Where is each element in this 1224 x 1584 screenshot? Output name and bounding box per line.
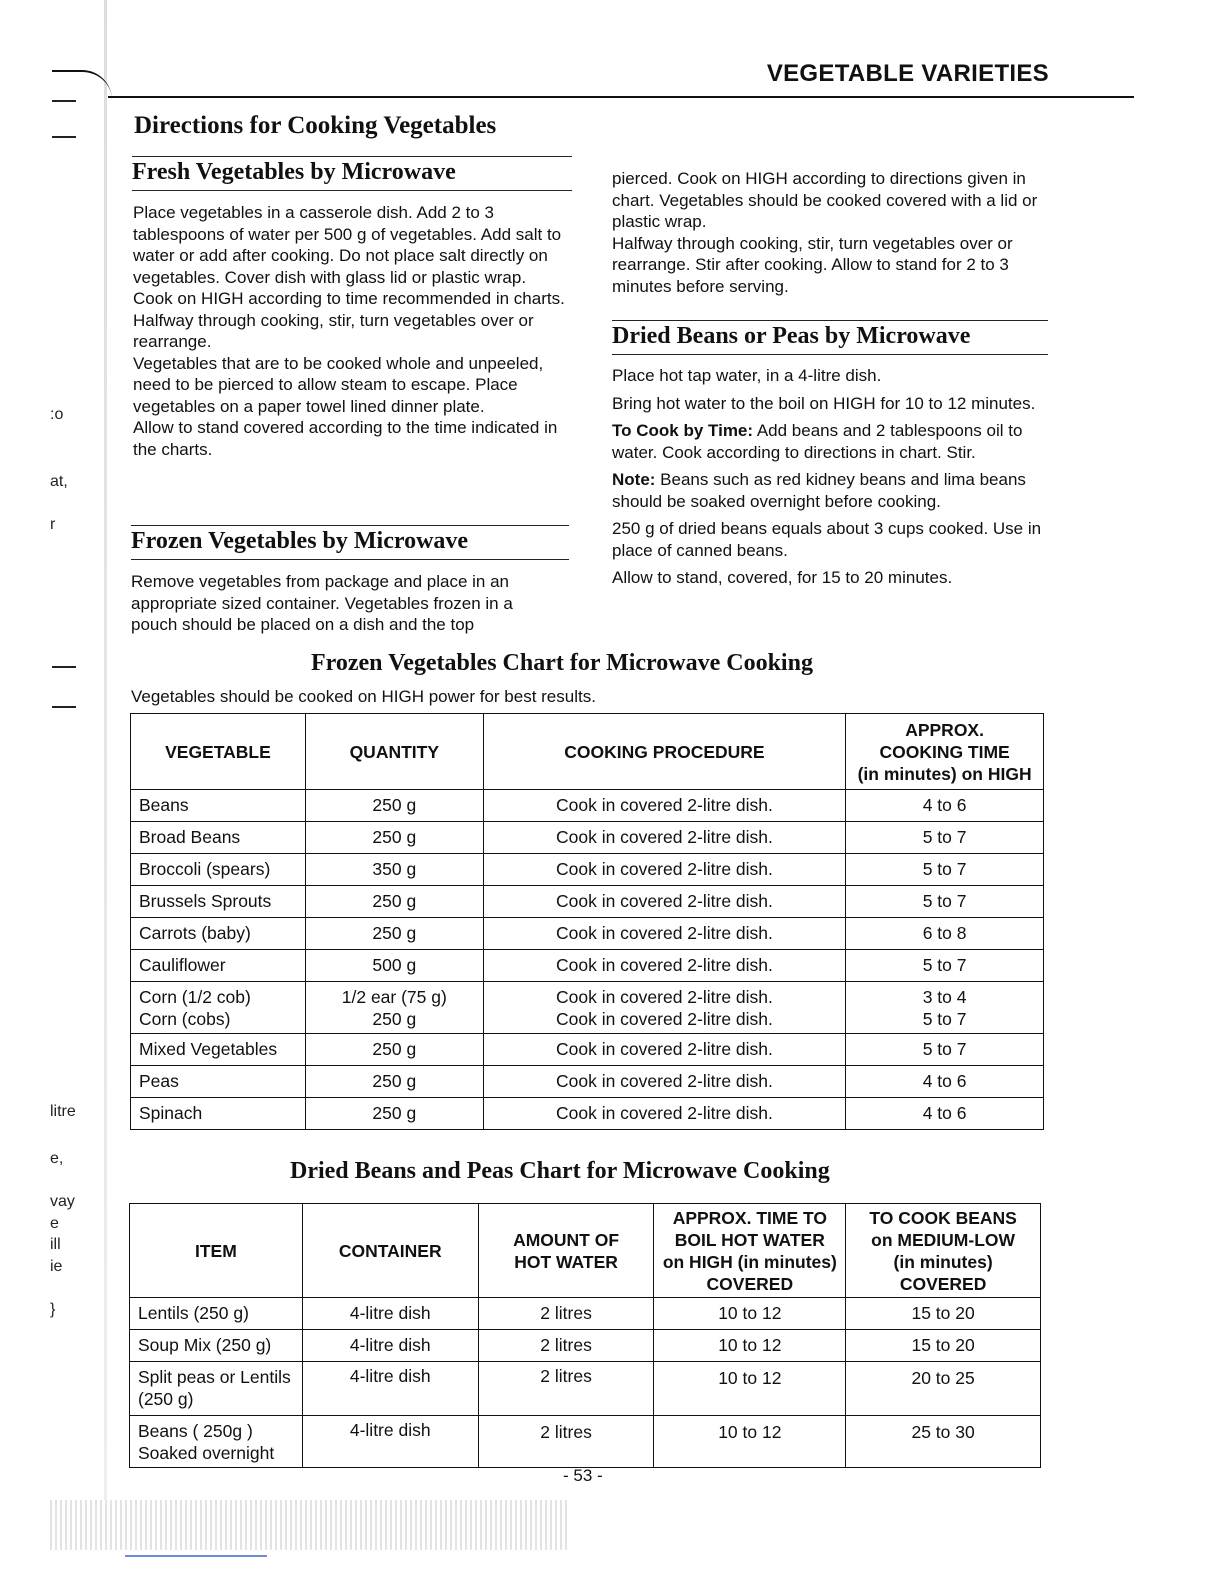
table-row — [131, 950, 1044, 982]
cell-water: 2 litres — [478, 1298, 654, 1330]
dried-heading: Dried Beans or Peas by Microwave — [612, 320, 1048, 355]
dried-paragraph-3 — [612, 420, 1048, 463]
cell-boil: 10 to 12 — [654, 1298, 846, 1330]
cell-procedure: Cook in covered 2-litre dish. — [483, 822, 845, 854]
fresh-text — [133, 202, 565, 460]
cell-item-line1: Beans ( 250g ) — [138, 1421, 253, 1441]
header-curve-decoration — [52, 70, 112, 100]
cell-quantity: 250 g — [305, 886, 483, 918]
cell-item-line2: (250 g) — [138, 1389, 194, 1409]
header-cook-line3: (in minutes) — [893, 1251, 993, 1272]
margin-fragment: ill — [50, 1236, 61, 1253]
margin-fragment: at, — [50, 473, 68, 490]
table-row — [131, 822, 1044, 854]
margin-fragment: ie — [50, 1258, 63, 1275]
header-quantity: QUANTITY — [305, 714, 483, 790]
table-row — [130, 1362, 1041, 1416]
margin-fragment: r — [50, 516, 56, 533]
cell-quantity: 250 g — [305, 822, 483, 854]
fresh-heading: Fresh Vegetables by Microwave — [132, 156, 572, 191]
cell-water: 2 litres — [478, 1362, 654, 1416]
dried-label-note: Note: — [612, 470, 656, 489]
header-procedure: COOKING PROCEDURE — [483, 714, 845, 790]
cell-vegetable: Mixed Vegetables — [131, 1034, 306, 1066]
cell-vegetable: Peas — [131, 1066, 306, 1098]
table-row — [131, 1098, 1044, 1130]
cell-procedure: Cook in covered 2-litre dish. — [483, 950, 845, 982]
margin-fragment: } — [50, 1301, 56, 1318]
dried-paragraph-6: Allow to stand, covered, for 15 to 20 minutes. — [612, 568, 953, 587]
dried-label-cook-by-time: To Cook by Time: — [612, 421, 754, 440]
cell-quantity: 350 g — [305, 854, 483, 886]
dried-paragraph-2: Bring hot water to the boil on HIGH for 10 to 12 minutes. — [612, 393, 1036, 413]
header-time-line1: APPROX. — [905, 719, 984, 740]
header-cook-line1: TO COOK BEANS — [869, 1207, 1017, 1228]
fresh-paragraph-2: Cook on HIGH according to time recommended in charts. Halfway through cooking, stir, turn vegetables over or rearrange. — [133, 289, 565, 351]
cell-procedure: Cook in covered 2-litre dish. — [483, 918, 845, 950]
cell-quantity — [305, 982, 483, 1034]
header-boil-line2: BOIL HOT WATER — [674, 1229, 825, 1250]
frozen-heading: Frozen Vegetables by Microwave — [131, 525, 569, 560]
cell-quantity: 250 g — [305, 790, 483, 822]
cell-time: 4 to 6 — [846, 1098, 1044, 1130]
header-time-line3: (in minutes) on HIGH — [857, 763, 1032, 784]
page-number: - 53 - — [563, 1466, 603, 1485]
cell-quantity: 250 g — [305, 1034, 483, 1066]
table-row — [131, 790, 1044, 822]
fresh-paragraph-1: Place vegetables in a casserole dish. Add 2 to 3 tablespoons of water per 500 g of vegetables. Add salt to water or add after cooking. Do not place salt directly on vegetables. Cover dish with glass lid or plastic wrap. — [133, 203, 562, 287]
header-time — [846, 714, 1044, 790]
cell-quantity: 500 g — [305, 950, 483, 982]
cell-item — [130, 1416, 303, 1468]
cell-quantity-line2: 250 g — [372, 1008, 417, 1029]
cell-procedure — [483, 982, 845, 1034]
table-row — [130, 1298, 1041, 1330]
cell-water: 2 litres — [478, 1330, 654, 1362]
frozen-paragraph-1: Remove vegetables from package and place in an appropriate sized container. Vegetables frozen in a pouch should be placed on a dish and the top — [131, 572, 513, 634]
frozen-header-row — [131, 714, 1044, 790]
frozen-chart-note: Vegetables should be cooked on HIGH power for best results. — [131, 687, 596, 706]
margin-dash — [52, 136, 76, 138]
header-boil — [654, 1204, 846, 1298]
margin-fragment: :o — [50, 406, 64, 423]
cell-quantity: 250 g — [305, 1098, 483, 1130]
header-boil-line3: on HIGH (in minutes) — [662, 1251, 837, 1272]
cell-vegetable: Broad Beans — [131, 822, 306, 854]
cell-time: 5 to 7 — [846, 854, 1044, 886]
margin-fragment: vay — [50, 1193, 75, 1210]
table-row — [131, 918, 1044, 950]
cell-boil: 10 to 12 — [654, 1362, 846, 1416]
cell-time: 5 to 7 — [846, 886, 1044, 918]
dried-chart-table — [129, 1203, 1041, 1468]
cell-procedure: Cook in covered 2-litre dish. — [483, 854, 845, 886]
cell-time-line1: 3 to 4 — [922, 986, 967, 1007]
binding-shadow — [104, 0, 107, 1500]
cell-procedure: Cook in covered 2-litre dish. — [483, 1098, 845, 1130]
cell-quantity-line1: 1/2 ear (75 g) — [341, 986, 447, 1007]
dried-paragraph-1: Place hot tap water, in a 4-litre dish. — [612, 366, 882, 385]
margin-fragment: e, — [50, 1150, 64, 1167]
cell-quantity: 250 g — [305, 1066, 483, 1098]
dried-header-row — [130, 1204, 1041, 1298]
cell-container: 4-litre dish — [302, 1298, 478, 1330]
header-rule — [108, 96, 1134, 98]
dried-text — [612, 365, 1048, 589]
frozen-chart-title: Frozen Vegetables Chart for Microwave Cooking — [311, 650, 813, 676]
header-cook — [846, 1204, 1041, 1298]
frozen-continued — [612, 168, 1048, 297]
cell-time: 6 to 8 — [846, 918, 1044, 950]
cell-boil: 10 to 12 — [654, 1330, 846, 1362]
cell-procedure: Cook in covered 2-litre dish. — [483, 790, 845, 822]
cell-procedure: Cook in covered 2-litre dish. — [483, 1066, 845, 1098]
cell-item — [130, 1362, 303, 1416]
cell-time-line2: 5 to 7 — [922, 1008, 967, 1029]
header-vegetable: VEGETABLE — [131, 714, 306, 790]
header-time-line2: COOKING TIME — [879, 741, 1010, 762]
dried-text-note: Beans such as red kidney beans and lima beans should be soaked overnight before cooking. — [612, 470, 1026, 511]
cell-time: 5 to 7 — [846, 822, 1044, 854]
cell-vegetable: Spinach — [131, 1098, 306, 1130]
cell-cook: 20 to 25 — [846, 1362, 1041, 1416]
cell-container: 4-litre dish — [302, 1416, 478, 1468]
header-boil-line4: COVERED — [706, 1273, 794, 1294]
dried-chart-title: Dried Beans and Peas Chart for Microwave Cooking — [290, 1158, 830, 1184]
frozen-paragraph-2: pierced. Cook on HIGH according to directions given in chart. Vegetables should be cooked covered with a lid or plastic wrap. — [612, 169, 1038, 231]
cell-item: Lentils (250 g) — [130, 1298, 303, 1330]
cell-time: 5 to 7 — [846, 1034, 1044, 1066]
table-row — [130, 1416, 1041, 1468]
header-boil-line1: APPROX. TIME TO — [672, 1207, 827, 1228]
header-item: ITEM — [130, 1204, 303, 1298]
table-row — [131, 854, 1044, 886]
table-row — [131, 886, 1044, 918]
cell-vegetable: Carrots (baby) — [131, 918, 306, 950]
cell-vegetable: Cauliflower — [131, 950, 306, 982]
header-water-line1: AMOUNT OF — [513, 1229, 620, 1250]
cell-cook: 15 to 20 — [846, 1330, 1041, 1362]
cell-boil: 10 to 12 — [654, 1416, 846, 1468]
margin-fragment: litre — [50, 1103, 76, 1120]
scan-smudge — [50, 1500, 570, 1550]
header-container: CONTAINER — [302, 1204, 478, 1298]
cell-vegetable: Beans — [131, 790, 306, 822]
page-title: Directions for Cooking Vegetables — [134, 112, 497, 139]
cell-procedure: Cook in covered 2-litre dish. — [483, 1034, 845, 1066]
cell-procedure: Cook in covered 2-litre dish. — [483, 886, 845, 918]
cell-container: 4-litre dish — [302, 1330, 478, 1362]
fresh-paragraph-4: Allow to stand covered according to the time indicated in the charts. — [133, 418, 558, 459]
margin-fragment: e — [50, 1215, 59, 1232]
cell-procedure-line2: Cook in covered 2-litre dish. — [555, 1008, 773, 1029]
cell-item: Soup Mix (250 g) — [130, 1330, 303, 1362]
margin-dash — [52, 666, 76, 668]
cell-item-line2: Soaked overnight — [138, 1443, 275, 1463]
scan-edge-line — [125, 1555, 267, 1557]
cell-vegetable: Brussels Sprouts — [131, 886, 306, 918]
cell-time: 4 to 6 — [846, 1066, 1044, 1098]
header-cook-line4: COVERED — [899, 1273, 987, 1294]
cell-time: 4 to 6 — [846, 790, 1044, 822]
cell-vegetable-line2: Corn (cobs) — [139, 1008, 231, 1029]
cell-time — [846, 982, 1044, 1034]
cell-water: 2 litres — [478, 1416, 654, 1468]
cell-cook: 15 to 20 — [846, 1298, 1041, 1330]
margin-dash — [52, 706, 76, 708]
header-water-line2: HOT WATER — [514, 1251, 618, 1272]
frozen-chart-table — [130, 713, 1044, 1130]
dried-text-cook-by-time: Add beans and 2 tablespoons oil to water. Cook according to directions in chart. Stir. — [612, 421, 1023, 462]
fresh-paragraph-3: Vegetables that are to be cooked whole and unpeeled, need to be pierced to allow steam to escape. Place vegetables on a paper towel lined dinner plate. — [133, 353, 544, 416]
cell-cook: 25 to 30 — [846, 1416, 1041, 1468]
cell-container: 4-litre dish — [302, 1362, 478, 1416]
margin-dash — [52, 100, 76, 102]
table-row — [131, 982, 1044, 1034]
cell-vegetable: Broccoli (spears) — [131, 854, 306, 886]
section-header: VEGETABLE VARIETIES — [766, 60, 1049, 87]
header-cook-line2: on MEDIUM-LOW — [871, 1229, 1016, 1250]
header-water — [478, 1204, 654, 1298]
cell-vegetable-line1: Corn (1/2 cob) — [139, 986, 251, 1007]
dried-paragraph-5: 250 g of dried beans equals about 3 cups cooked. Use in place of canned beans. — [612, 519, 1042, 560]
table-row — [131, 1034, 1044, 1066]
cell-vegetable — [131, 982, 306, 1034]
cell-item-line1: Split peas or Lentils — [138, 1367, 291, 1387]
cell-quantity: 250 g — [305, 918, 483, 950]
table-row — [130, 1330, 1041, 1362]
dried-paragraph-4 — [612, 469, 1048, 512]
table-row — [131, 1066, 1044, 1098]
frozen-paragraph-3: Halfway through cooking, stir, turn vegetables over or rearrange. Stir after cooking. Allow to stand for 2 to 3 minutes before serving. — [612, 233, 1013, 296]
cell-procedure-line1: Cook in covered 2-litre dish. — [555, 986, 773, 1007]
cell-time: 5 to 7 — [846, 950, 1044, 982]
